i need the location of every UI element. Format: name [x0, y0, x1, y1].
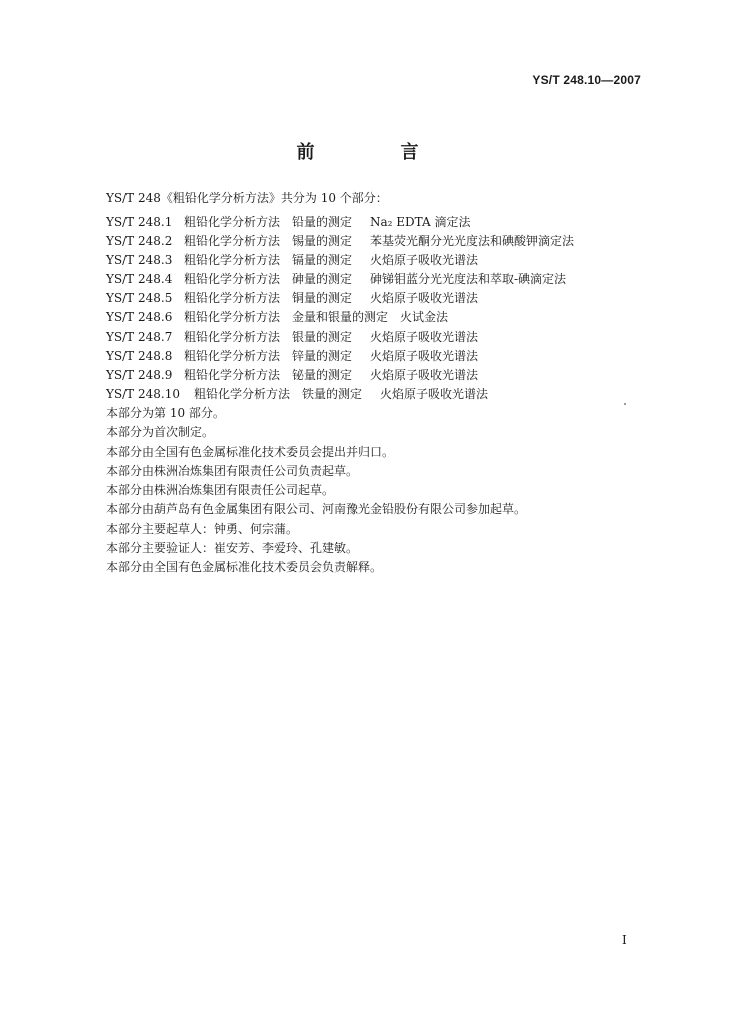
part-method: 粗铅化学分析方法 — [194, 386, 291, 401]
part-element: 镉量的测定 — [292, 253, 353, 268]
standard-code: YS/T 248.10—2007 — [532, 73, 641, 87]
part-analysis: 火焰原子吸收光谱法 — [380, 386, 489, 401]
part-element: 砷量的测定 — [292, 272, 353, 287]
part-method: 粗铅化学分析方法 — [184, 348, 281, 363]
part-code: YS/T 248.10 — [106, 386, 180, 401]
part-method: 粗铅化学分析方法 — [184, 234, 281, 249]
note-line: 本部分由株洲冶炼集团有限责任公司负责起草。 — [106, 463, 359, 478]
note-line: 本部分为第 10 部分。 — [106, 406, 225, 420]
part-item — [106, 232, 574, 251]
scan-speck — [624, 403, 626, 405]
part-analysis: 火焰原子吸收光谱法 — [370, 348, 479, 363]
part-element: 银量的测定 — [292, 329, 353, 344]
note-line: 本部分主要起草人：钟勇、何宗蒲。 — [106, 521, 299, 536]
part-element: 铋量的测定 — [292, 367, 353, 382]
note-line: 本部分由葫芦岛有色金属集团有限公司、河南豫光金铅股份有限公司参加起草。 — [106, 502, 527, 517]
note-line: 本部分由全国有色金属标准化技术委员会负责解释。 — [106, 560, 383, 575]
notes-list — [106, 404, 526, 578]
note-line: 本部分由株洲冶炼集团有限责任公司起草。 — [106, 483, 335, 498]
part-analysis: Na₂ EDTA 滴定法 — [370, 215, 471, 229]
intro-paragraph: YS/T 248《粗铅化学分析方法》共分为 10 个部分： — [106, 191, 388, 205]
parts-list — [106, 213, 574, 404]
page-number: I — [622, 933, 627, 947]
part-element: 锡量的测定 — [292, 234, 353, 249]
part-code: YS/T 248.8 — [106, 348, 173, 363]
part-code: YS/T 248.6 — [106, 310, 173, 325]
part-element: 铁量的测定 — [302, 386, 363, 401]
part-method: 粗铅化学分析方法 — [184, 272, 281, 287]
part-code: YS/T 248.9 — [106, 367, 173, 382]
part-item — [106, 213, 574, 232]
part-item — [106, 328, 574, 347]
part-code: YS/T 248.3 — [106, 253, 173, 268]
part-item — [106, 308, 574, 327]
part-code: YS/T 248.4 — [106, 272, 173, 287]
part-item — [106, 289, 574, 308]
part-method: 粗铅化学分析方法 — [184, 253, 281, 268]
part-analysis: 砷锑钼蓝分光光度法和萃取-碘滴定法 — [370, 272, 567, 287]
part-item — [106, 251, 574, 270]
part-analysis: 苯基荧光酮分光光度法和碘酸钾滴定法 — [370, 234, 575, 249]
part-analysis: 火焰原子吸收光谱法 — [370, 367, 479, 382]
part-code: YS/T 248.7 — [106, 329, 173, 344]
part-element: 铜量的测定 — [292, 291, 353, 306]
part-code: YS/T 248.5 — [106, 291, 173, 306]
part-element: 金量和银量的测定 — [292, 310, 389, 325]
part-method: 粗铅化学分析方法 — [184, 215, 281, 229]
note-line: 本部分为首次制定。 — [106, 425, 215, 440]
page-title: 前 言 — [296, 142, 453, 163]
part-analysis: 火焰原子吸收光谱法 — [370, 291, 479, 306]
part-analysis: 火试金法 — [400, 310, 449, 325]
part-method: 粗铅化学分析方法 — [184, 291, 281, 306]
part-method: 粗铅化学分析方法 — [184, 367, 281, 382]
part-code: YS/T 248.1 — [106, 215, 173, 229]
part-analysis: 火焰原子吸收光谱法 — [370, 253, 479, 268]
note-line: 本部分主要验证人：崔安芳、李爱玲、孔建敏。 — [106, 541, 359, 556]
part-method: 粗铅化学分析方法 — [184, 329, 281, 344]
part-method: 粗铅化学分析方法 — [184, 310, 281, 325]
part-element: 铅量的测定 — [292, 215, 353, 229]
part-code: YS/T 248.2 — [106, 234, 173, 249]
part-item — [106, 385, 574, 404]
note-line: 本部分由全国有色金属标准化技术委员会提出并归口。 — [106, 444, 395, 459]
part-item — [106, 347, 574, 366]
part-item — [106, 366, 574, 385]
part-element: 锌量的测定 — [292, 348, 353, 363]
part-item — [106, 270, 574, 289]
part-analysis: 火焰原子吸收光谱法 — [370, 329, 479, 344]
